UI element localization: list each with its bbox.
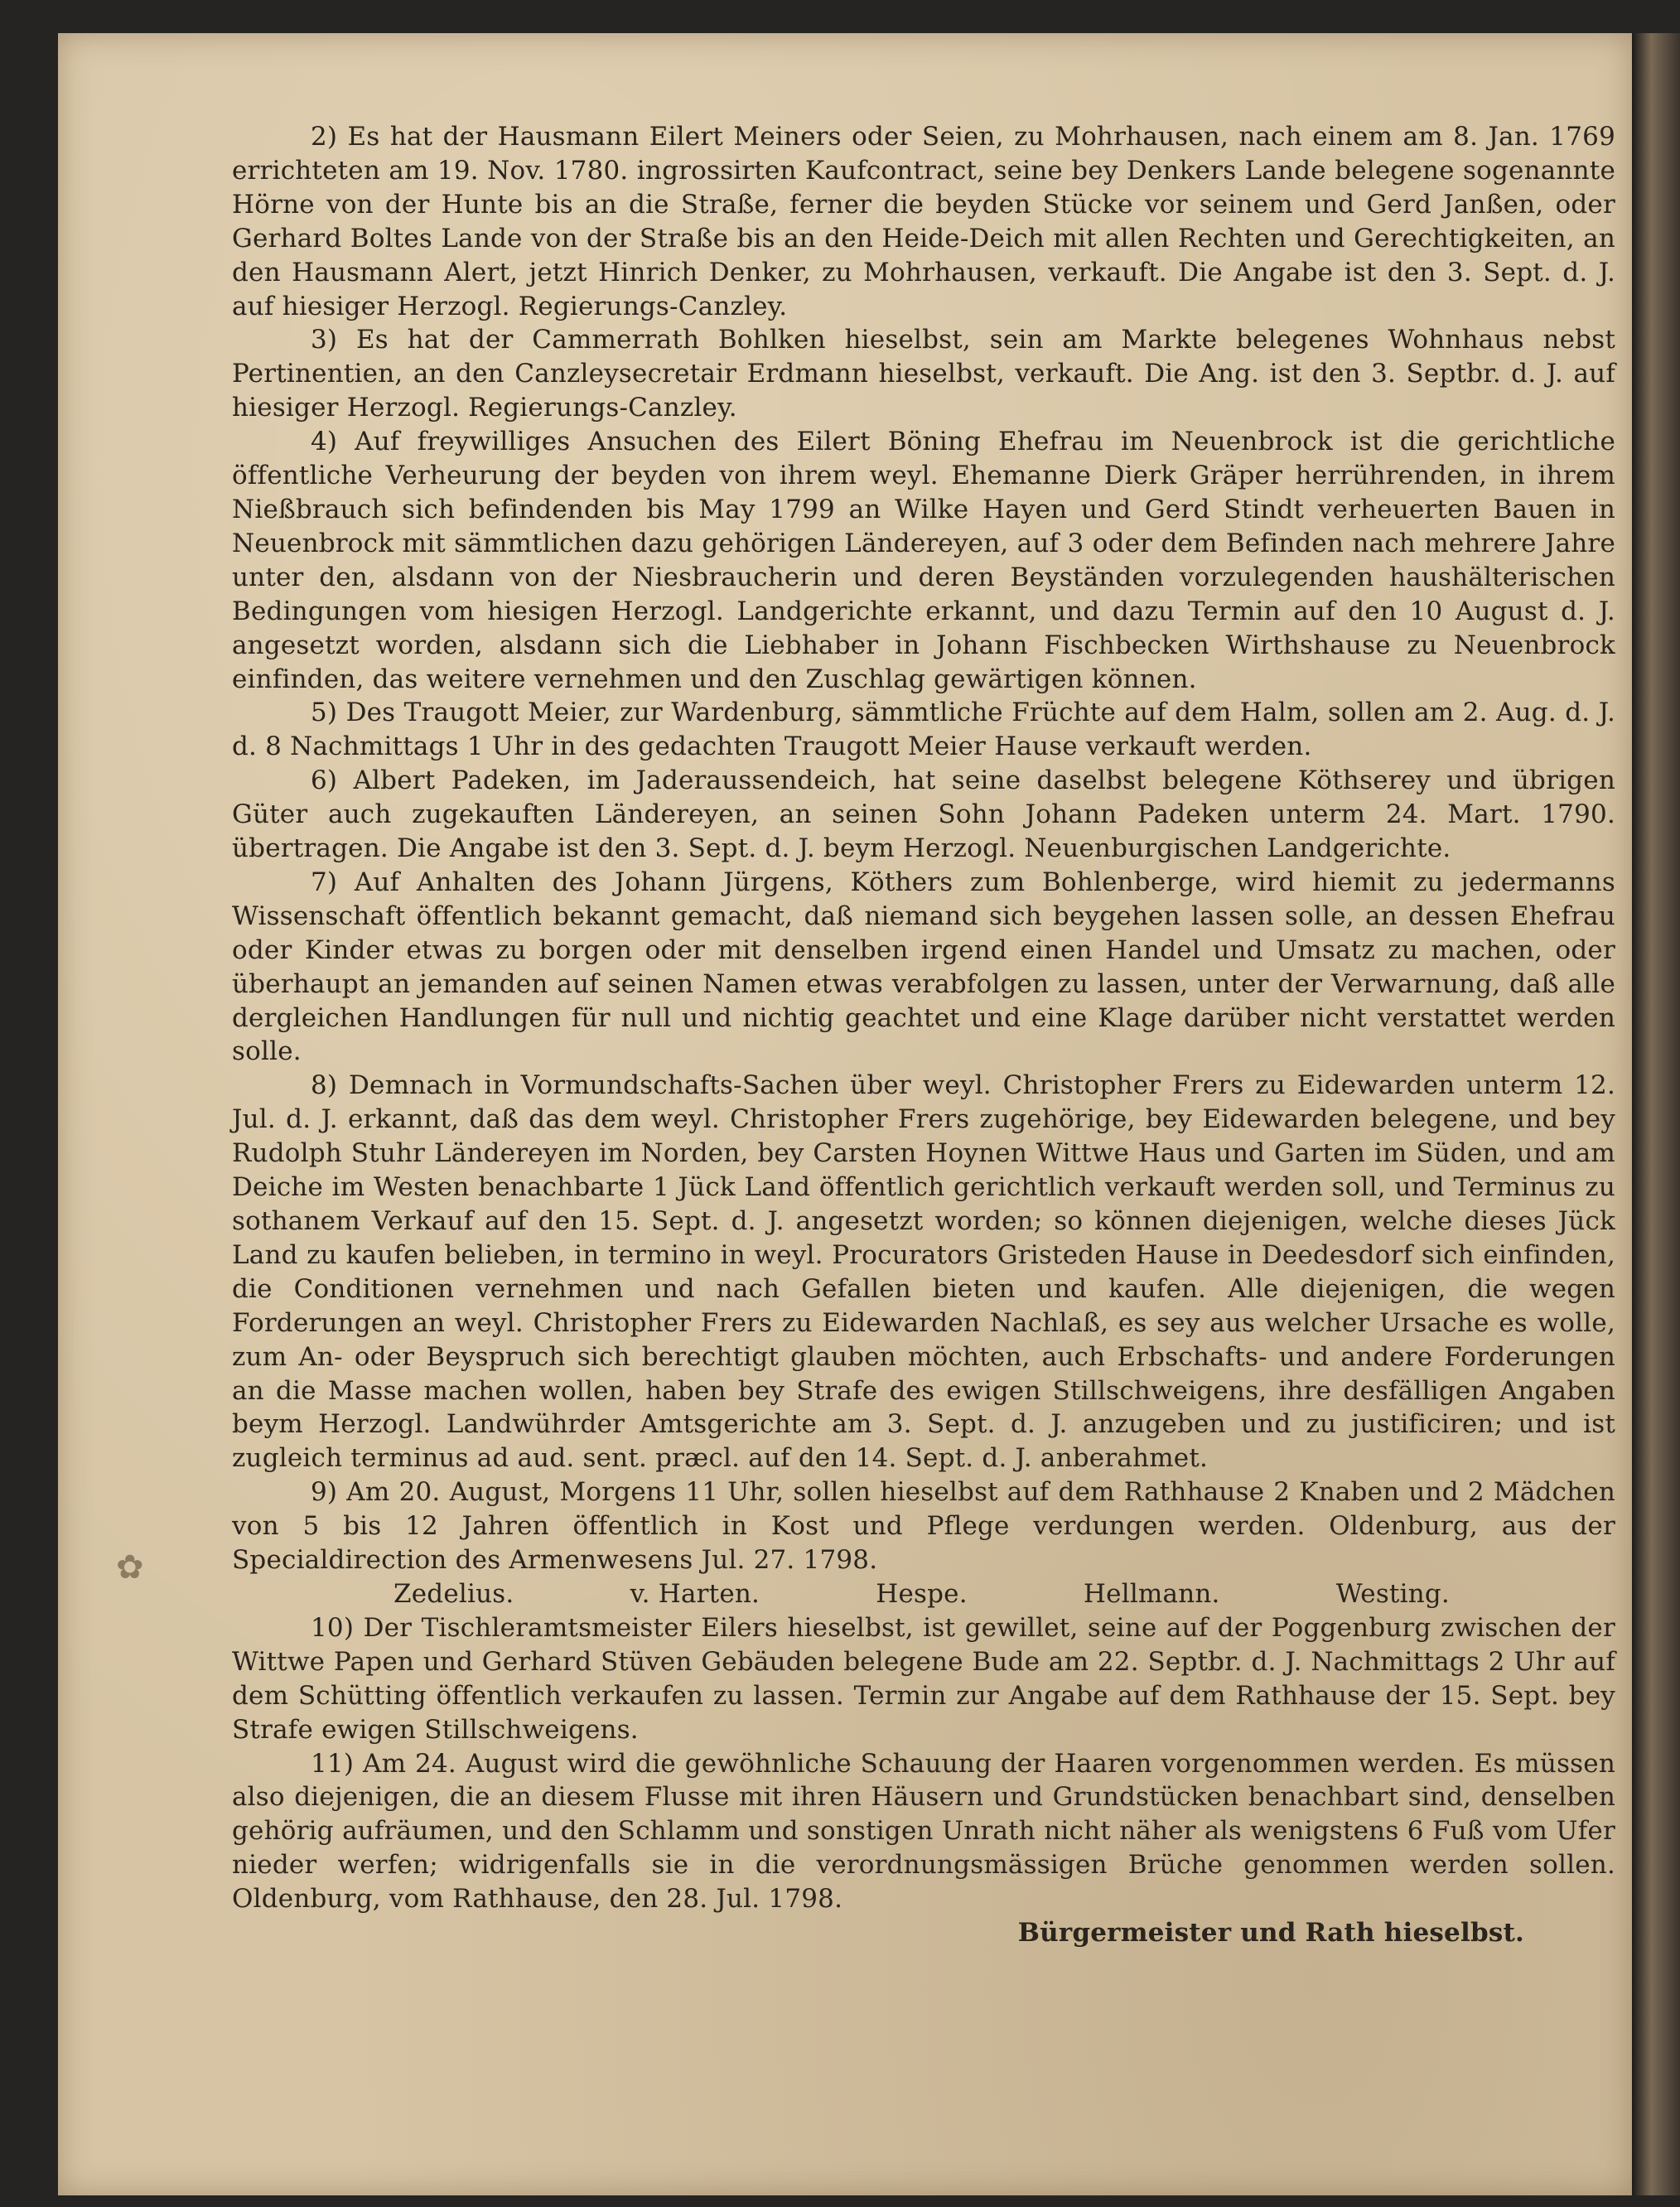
notice-paragraph-11: 11) Am 24. August wird die gewöhnliche Schauung der Haaren vorgenommen werden. Es müssen also diejenigen, die an diesem Flusse mit ihren Häusern und Grundstücken benachbart sind, denselben gehörig aufräumen, und den Schlamm und sonstigen Unrath nicht näher als wenigstens 6 Fuß vom Ufer nieder werfen; widrigenfalls sie in die verordnungsmässigen Brüche genommen werden sollen. Oldenburg, vom Rathhause, den 28. Jul. 1798. <box>232 1748 1615 1915</box>
signatories-line <box>232 1577 1615 1611</box>
signatory: Hellmann. <box>1083 1578 1220 1609</box>
signatory: Hespe. <box>876 1578 968 1609</box>
notice-paragraph-5: 5) Des Traugott Meier, zur Wardenburg, sämmtliche Früchte auf dem Halm, sollen am 2. Aug. d. J. d. 8 Nachmittags 1 Uhr in des gedachten Traugott Meier Hause verkauft werden. <box>232 698 1615 762</box>
notice-paragraph-9: 9) Am 20. August, Morgens 11 Uhr, sollen hieselbst auf dem Rathhause 2 Knaben und 2 Mädchen von 5 bis 12 Jahren öffentlich in Kost und Pflege verdungen werden. Oldenburg, aus der Specialdirection des Armenwesens Jul. 27. 1798. <box>232 1477 1615 1576</box>
signatory: Zedelius. <box>393 1578 514 1609</box>
notice-paragraph-8: 8) Demnach in Vormundschafts-Sachen über weyl. Christopher Frers zu Eidewarden unterm 12. Jul. d. J. erkannt, daß das dem weyl. Christopher Frers zugehörige, bey Eidewarden belegene, und bey Rudolph Stuhr Ländereyen im Norden, bey Carsten Hoynen Wittwe Haus und Garten im Süden, und am Deiche im Westen benachbarte 1 Jück Land öffentlich gerichtlich verkauft werden soll, und Terminus zu sothanem Verkauf auf den 15. Sept. d. J. angesetzt worden; so können diejenigen, welche dieses Jück Land zu kaufen belieben, in termino in weyl. Procurators Gristeden Hause in Deedesdorf sich einfinden, die Conditionen vernehmen und nach Gefallen bieten und kaufen. Alle diejenigen, die wegen Forderungen an weyl. Christopher Frers zu Eidewarden Nachlaß, es sey aus welcher Ursache es wolle, zum An- oder Beyspruch sich berechtigt glauben möchten, auch Erbschafts- und andere Forderungen an die Masse machen wollen, haben bey Strafe des ewigen Stillschweigens, ihre desfälligen Angaben beym Herzogl. Landwührder Amtsgerichte am 3. Sept. d. J. anzugeben und zu justificiren; und ist zugleich terminus ad aud. sent. præcl. auf den 14. Sept. d. J. anberahmet. <box>232 1070 1615 1474</box>
notice-paragraph-3: 3) Es hat der Cammerrath Bohlken hieselbst, sein am Markte belegenes Wohnhaus nebst Pertinentien, an den Canzleysecretair Erdmann hieselbst, verkauft. Die Ang. ist den 3. Septbr. d. J. auf hiesiger Herzogl. Regierungs-Canzley. <box>232 325 1615 423</box>
signatory: v. Harten. <box>630 1578 760 1609</box>
book-gutter <box>1632 33 1680 2195</box>
notice-paragraph-2: 2) Es hat der Hausmann Eilert Meiners oder Seien, zu Mohrhausen, nach einem am 8. Jan. 1769 errichteten am 19. Nov. 1780. ingrossirten Kaufcontract, seine bey Denkers Lande belegene sogenannte Hörne von der Hunte bis an die Straße, ferner die beyden Stücke vor seinem und Gerd Janßen, oder Gerhard Boltes Lande von der Straße bis an den Heide-Deich mit allen Rechten und Gerechtigkeiten, an den Hausmann Alert, jetzt Hinrich Denker, zu Mohrhausen, verkauft. Die Angabe ist den 3. Sept. d. J. auf hiesiger Herzogl. Regierungs-Canzley. <box>232 122 1615 321</box>
document-body <box>232 120 1615 1950</box>
notice-paragraph-4: 4) Auf freywilliges Ansuchen des Eilert Böning Ehefrau im Neuenbrock ist die gerichtliche öffentliche Verheurung der beyden von ihrem weyl. Ehemanne Dierk Gräper herrührenden, in ihrem Nießbrauch sich befindenden bis May 1799 an Wilke Hayen und Gerd Stindt verheuerten Bauen in Neuenbrock mit sämmtlichen dazu gehörigen Ländereyen, auf 3 oder dem Befinden nach mehrere Jahre unter den, alsdann von der Niesbraucherin und deren Beyständen vorzulegenden haushälterischen Bedingungen vom hiesigen Herzogl. Landgerichte erkannt, und dazu Termin auf den 10 August d. J. angesetzt worden, alsdann sich die Liebhaber in Johann Fischbecken Wirthshause zu Neuenbrock einfinden, das weitere vernehmen und den Zuschlag gewärtigen können. <box>232 427 1615 694</box>
signatory: Westing. <box>1335 1578 1450 1609</box>
notice-paragraph-6: 6) Albert Padeken, im Jaderaussendeich, hat seine daselbst belegene Köthserey und übrigen Güter auch zugekauften Ländereyen, an seinen Sohn Johann Padeken unterm 24. Mart. 1790. übertragen. Die Angabe ist den 3. Sept. d. J. beym Herzogl. Neuenburgischen Landgerichte. <box>232 765 1615 864</box>
notice-paragraph-7: 7) Auf Anhalten des Johann Jürgens, Köthers zum Bohlenberge, wird hiemit zu jedermanns Wissenschaft öffentlich bekannt gemacht, daß niemand sich beygehen lassen solle, an dessen Ehefrau oder Kinder etwas zu borgen oder mit denselben irgend einen Handel und Umsatz zu machen, oder überhaupt an jemanden auf seinen Namen etwas verabfolgen zu lassen, unter der Verwarnung, daß alle dergleichen Handlungen für null und nichtig geachtet und eine Klage darüber nicht verstattet werden solle. <box>232 867 1615 1067</box>
ink-blot-icon: ✿ <box>116 1548 144 1586</box>
notice-paragraph-10: 10) Der Tischleramtsmeister Eilers hieselbst, ist gewillet, seine auf der Poggenburg zwischen der Wittwe Papen und Gerhard Stüven Gebäuden belegene Bude am 22. Septbr. d. J. Nachmittags 2 Uhr auf dem Schütting öffentlich verkaufen zu lassen. Termin zur Angabe auf dem Rathhause der 15. Sept. bey Strafe ewigen Stillschweigens. <box>232 1612 1615 1745</box>
closing-signature: Bürgermeister und Rath hieselbst. <box>1017 1918 1524 1949</box>
